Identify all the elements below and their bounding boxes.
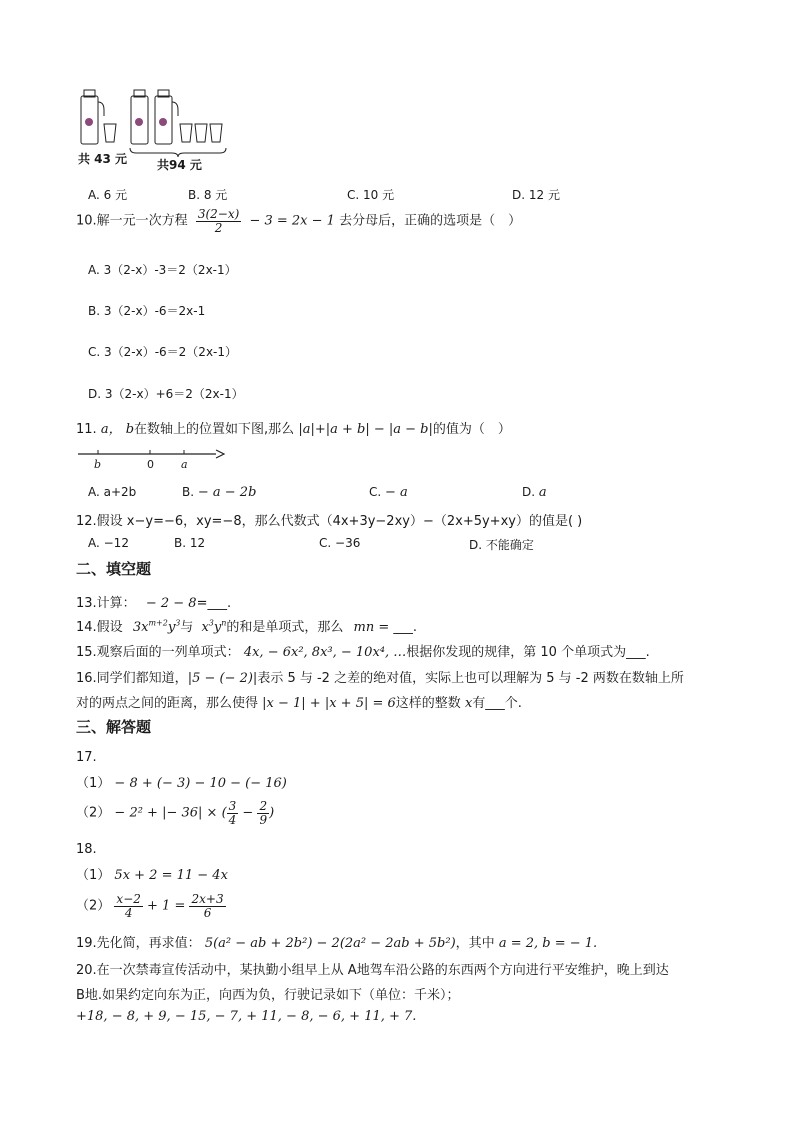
question-11 bbox=[76, 418, 511, 437]
q11-option-b-expr: − a − 2b bbox=[197, 485, 257, 500]
q18-f1-den: 4 bbox=[124, 905, 133, 920]
question-18-number: 18. bbox=[76, 842, 97, 857]
q11-option-b-label: B. bbox=[182, 485, 195, 499]
q16-var-x: x bbox=[464, 696, 473, 711]
q14-term2-yexp: n bbox=[221, 618, 227, 628]
q10-denominator: 2 bbox=[214, 220, 223, 235]
q17-part2-expr-start: − 2² + |− 36| × ( bbox=[114, 805, 227, 821]
question-17-part2 bbox=[76, 800, 274, 826]
q10-equation: − 3 = 2x − 1 bbox=[249, 213, 335, 229]
q16-equation: |x − 1| + |x + 5| = 6 bbox=[262, 696, 396, 711]
q11-text2: 的值为（ ） bbox=[432, 422, 511, 437]
q16-line2-end: 有___个. bbox=[472, 696, 522, 711]
q10-tail: 去分母后，正确的选项是（ ） bbox=[339, 213, 522, 229]
q17-fraction-2 bbox=[257, 800, 269, 826]
q14-term2-base: x bbox=[201, 620, 209, 635]
question-10 bbox=[76, 208, 521, 234]
q14-tail: 的和是单项式，那么 bbox=[226, 620, 344, 635]
q14-term1-base: 3x bbox=[132, 620, 149, 635]
q14-end: ___. bbox=[393, 620, 418, 635]
q14-term1-yexp: 3 bbox=[175, 618, 181, 628]
question-20-records: +18, − 8, + 9, − 15, − 7, + 11, − 8, − 6, + 11, + 7. bbox=[76, 1009, 417, 1024]
question-12: 12.假设 x−y=−6，xy=−8，那么代数式（4x+3y−2xy）−（2x+5y+xy）的值是( ) bbox=[76, 514, 583, 529]
q16-line1-rest: 表示 5 与 -2 之差的绝对值，实际上也可以理解为 5 与 -2 两数在数轴上所 bbox=[257, 671, 684, 686]
q11-option-c bbox=[369, 485, 408, 500]
q19-text: 19.先化简，再求值： bbox=[76, 936, 201, 951]
q14-term1-y: y bbox=[167, 620, 176, 635]
option-b: B. 8 元 bbox=[188, 188, 228, 202]
q10-fraction bbox=[196, 208, 241, 234]
q14-term2-y: y bbox=[213, 620, 222, 635]
q10-option-c: C. 3（2-x）-6＝2（2x-1） bbox=[88, 345, 238, 359]
question-18-part1 bbox=[76, 864, 228, 883]
q16-line1-start: 16.同学们都知道， bbox=[76, 671, 188, 686]
q11-option-d-expr: a bbox=[538, 485, 547, 500]
q18-f1-num: x−2 bbox=[116, 892, 141, 906]
q17-part2-expr-end: ) bbox=[269, 805, 275, 821]
question-17-part1 bbox=[76, 772, 287, 791]
question-20-line1: 20.在一次禁毒宣传活动中，某执勤小组早上从 A地驾车沿公路的东西两个方向进行平安维护，晚上到达 bbox=[76, 963, 669, 978]
q18-plus: + 1 = bbox=[142, 898, 190, 914]
q12-option-b: B. 12 bbox=[174, 536, 206, 550]
section-fill-in: 二、填空题 bbox=[76, 560, 152, 578]
axis-label-a: a bbox=[181, 458, 188, 471]
q17-part1-expr: − 8 + (− 3) − 10 − (− 16) bbox=[114, 776, 287, 791]
q13-text: 13.计算： bbox=[76, 596, 136, 611]
question-15 bbox=[76, 641, 650, 660]
q18-part2-label: （2） bbox=[76, 898, 111, 914]
thermos-cup-figure bbox=[76, 88, 236, 148]
q18-fraction-1 bbox=[114, 893, 142, 919]
q19-expression: 5(a² − ab + 2b²) − 2(2a² − 2ab + 5b²) bbox=[204, 936, 456, 951]
q15-text: 15.观察后面的一列单项式： bbox=[76, 645, 240, 660]
q14-expression: mn = bbox=[353, 620, 390, 635]
q14-term1 bbox=[133, 620, 180, 635]
q18-f2-num: 2x+3 bbox=[191, 892, 224, 906]
option-d: D. 12 元 bbox=[512, 188, 560, 202]
q11-option-b bbox=[182, 485, 256, 500]
question-18-part2 bbox=[76, 893, 226, 919]
question-16-line2 bbox=[76, 692, 522, 711]
q11-option-d-label: D. bbox=[522, 485, 536, 499]
q17-f1-den: 4 bbox=[228, 812, 237, 827]
q10-option-a: A. 3（2-x）-3＝2（2x-1） bbox=[88, 263, 237, 277]
q15-expression: 4x, − 6x², 8x³, − 10x⁴, … bbox=[243, 645, 407, 660]
option-c: C. 10 元 bbox=[347, 188, 395, 202]
q11-option-d bbox=[522, 485, 547, 500]
q18-part1-expr: 5x + 2 = 11 − 4x bbox=[114, 868, 228, 883]
price-label-2: 共94 元 bbox=[157, 158, 202, 172]
q19-tail: ，其中 bbox=[455, 936, 495, 951]
q11-option-c-expr: − a bbox=[385, 485, 408, 500]
q17-f2-den: 9 bbox=[259, 812, 268, 827]
q17-minus: − bbox=[238, 805, 258, 821]
q19-condition: a = 2, b = − 1. bbox=[498, 936, 598, 951]
q15-tail: 根据你发现的规律，第 10 个单项式为___. bbox=[406, 645, 650, 660]
q10-stem: 10.解一元一次方程 bbox=[76, 213, 188, 229]
q17-part2-label: （2） bbox=[76, 805, 111, 821]
q18-f2-den: 6 bbox=[203, 905, 212, 920]
q14-term1-exp: m+2 bbox=[148, 618, 168, 628]
axis-label-b: b bbox=[94, 458, 102, 471]
section-solve: 三、解答题 bbox=[76, 718, 152, 736]
q14-mid: 与 bbox=[180, 620, 194, 635]
q14-term2 bbox=[201, 620, 226, 635]
q12-option-c: C. −36 bbox=[319, 536, 361, 550]
brace bbox=[128, 146, 228, 156]
q10-option-b: B. 3（2-x）-6＝2x-1 bbox=[88, 304, 206, 318]
thermos-cup-illustration bbox=[76, 88, 236, 148]
q16-line2-mid: 这样的整数 bbox=[395, 696, 461, 711]
question-13 bbox=[76, 592, 231, 611]
q11-number: 11. bbox=[76, 422, 97, 437]
q12-option-d: D. 不能确定 bbox=[469, 538, 534, 552]
q18-part1-label: （1） bbox=[76, 868, 111, 883]
question-20-line2: B地.如果约定向东为正，向西为负，行驶记录如下（单位：千米）； bbox=[76, 988, 460, 1003]
q17-part1-label: （1） bbox=[76, 776, 111, 791]
q11-option-a: A. a+2b bbox=[88, 485, 137, 499]
question-19 bbox=[76, 932, 597, 951]
q17-f1-num: 3 bbox=[228, 799, 237, 813]
q10-numerator: 3(2−x) bbox=[197, 207, 240, 221]
q13-tail: =___. bbox=[196, 596, 232, 611]
q11-expression: |a|+|a + b| − |a − b| bbox=[298, 422, 433, 437]
q14-term2-exp: 3 bbox=[208, 618, 214, 628]
option-a: A. 6 元 bbox=[88, 188, 128, 202]
question-16-line1 bbox=[76, 667, 684, 686]
q13-expression: − 2 − 8 bbox=[145, 596, 197, 611]
q16-abs-expr: |5 − (− 2)| bbox=[187, 671, 258, 686]
question-17-number: 17. bbox=[76, 750, 97, 765]
q11-vars: a， b bbox=[100, 422, 135, 437]
q11-text1: 在数轴上的位置如下图,那么 bbox=[134, 422, 295, 437]
price-label-1: 共 43 元 bbox=[78, 152, 128, 166]
q16-line2-start: 对的两点之间的距离，那么使得 bbox=[76, 696, 259, 711]
q10-option-d: D. 3（2-x）+6＝2（2x-1） bbox=[88, 387, 244, 401]
q18-fraction-2 bbox=[189, 893, 225, 919]
q11-option-c-label: C. bbox=[369, 485, 382, 499]
question-14 bbox=[76, 616, 417, 635]
q14-text: 14.假设 bbox=[76, 620, 123, 635]
axis-label-zero: 0 bbox=[147, 458, 154, 471]
q12-option-a: A. −12 bbox=[88, 536, 129, 550]
q17-fraction-1 bbox=[227, 800, 239, 826]
q17-f2-num: 2 bbox=[259, 799, 268, 813]
